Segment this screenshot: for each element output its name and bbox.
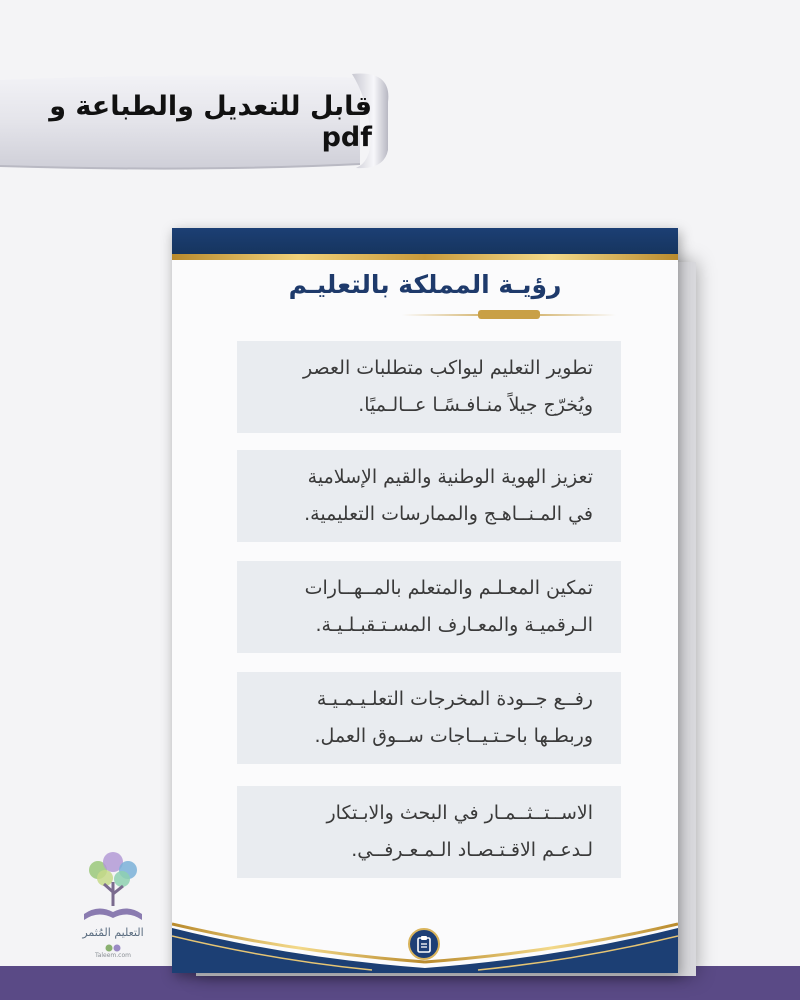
vision-item-line: ويُخرّج جيلاً منـافـسًـا عــالـميًا. — [358, 394, 593, 416]
logo-name: التعليم المُثمر — [82, 926, 144, 939]
vision-item-line: الاســتــثــمـار في البحث والابـتكار — [326, 802, 593, 824]
vision-item — [237, 672, 621, 764]
top-band — [172, 228, 678, 254]
vision-item-line: الـرقميـة والمعـارف المسـتـقبـلـيـة. — [315, 614, 593, 636]
tree-book-icon — [72, 848, 154, 926]
title-divider-accent — [478, 310, 540, 319]
vision-item — [237, 450, 621, 542]
taleem-logo — [72, 848, 154, 960]
logo-site: Taleem.com — [95, 952, 131, 959]
ribbon-text: قابل للتعديل والطباعة و pdf — [49, 91, 372, 153]
vision-item — [237, 341, 621, 433]
top-gold-line — [172, 254, 678, 260]
vision-card — [172, 228, 678, 973]
vision-item-line: في المـنــاهـج والممارسات التعليمية. — [304, 503, 593, 525]
logo-dots-icon — [103, 944, 123, 952]
vision-item-line: وربطـها باحـتـيــاجات ســوق العمل. — [314, 725, 593, 747]
vision-item — [237, 561, 621, 653]
promo-ribbon — [0, 72, 392, 172]
clipboard-icon — [408, 928, 440, 960]
vision-item-line: لـدعـم الاقـتـصـاد الـمـعـرفــي. — [351, 839, 593, 861]
vision-item-line: رفــع جــودة المخرجات التعلـيـمـيـة — [316, 688, 593, 710]
vision-item — [237, 786, 621, 878]
card-title: رؤيـة المملكة بالتعليـم — [288, 270, 562, 299]
vision-item-line: تمكين المعـلـم والمتعلم بالمــهــارات — [304, 577, 593, 599]
vision-item-line: تعزيز الهوية الوطنية والقيم الإسلامية — [307, 466, 593, 488]
vision-item-line: تطوير التعليم ليواكب متطلبات العصر — [303, 357, 593, 379]
